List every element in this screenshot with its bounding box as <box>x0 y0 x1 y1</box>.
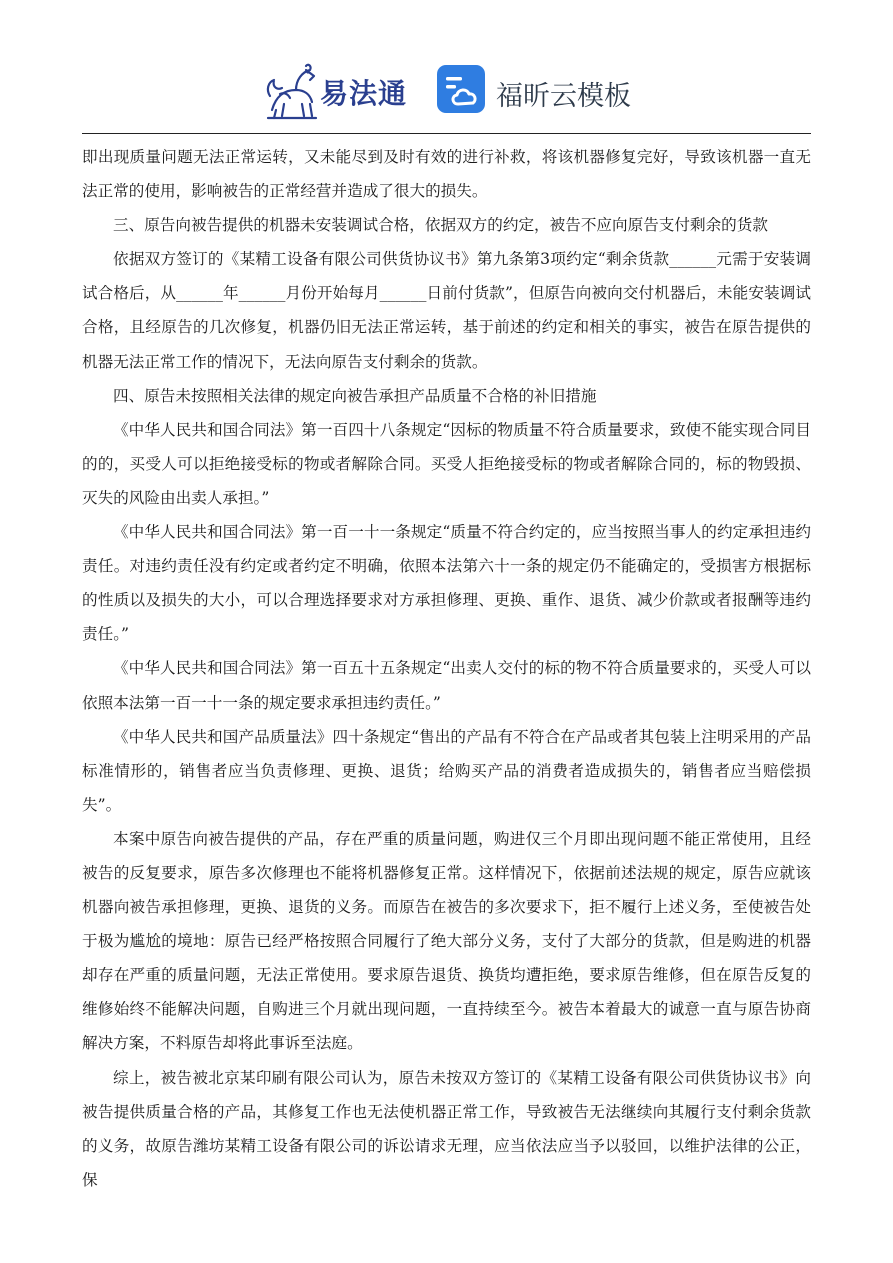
foxit-cloud-template-text: 福昕云模板 <box>496 81 631 112</box>
paragraph-contract-law-111: 《中华人民共和国合同法》第一百一十一条规定“质量不符合约定的，应当按照当事人的约定承担违约责任。对违约责任没有约定或者约定不明确，依照本法第六十一条的规定仍不能确定的，受损害方根据标的性质以及损失的大小，可以合理选择要求对方承担修理、更换、重作、退货、减少价款或者报酬等违约责任。” <box>82 523 811 644</box>
yifatong-logo-text: 易法通 <box>320 77 408 110</box>
paragraph-contract-law-155: 《中华人民共和国合同法》第一百五十五条规定“出卖人交付的标的物不符合质量要求的，买受人可以依照本法第一百一十一条的规定要求承担违约责任。” <box>82 659 811 712</box>
page-header <box>0 0 893 134</box>
paragraph-agreement-terms: 依据双方签订的《某精工设备有限公司供货协议书》第九条第3项约定“剩余货款______元需于安装调试合格后，从______年______月份开始每月______日前付货款”，但原告向被向交付机器后，未能安装调试合格，且经原告的几次修复，机器仍旧无法正常运转，基于前述的约定和相关的事实，被告在原告提供的机器无法正常工作的情况下，无法向原告支付剩余的货款。 <box>82 250 811 371</box>
paragraph-case-analysis: 本案中原告向被告提供的产品，存在严重的质量问题，购进仅三个月即出现问题不能正常使用，且经被告的反复要求，原告多次修理也不能将机器修复正常。这样情况下，依据前述法规的规定，原告应就该机器向被告承担修理，更换、退货的义务。而原告在被告的多次要求下，拒不履行上述义务，至使被告处于极为尴尬的境地：原告已经严格按照合同履行了绝大部分义务，支付了大部分的货款，但是购进的机器却存在严重的质量问题，无法正常使用。要求原告退货、换货均遭拒绝，要求原告维修，但在原告反复的维修始终不能解决问题，自购进三个月就出现问题，一直持续至今。被告本着最大的诚意一直与原告协商解决方案，不料原告却将此事诉至法庭。 <box>82 829 811 1053</box>
section-heading-four: 四、原告未按照相关法律的规定向被告承担产品质量不合格的补旧措施 <box>113 386 597 405</box>
header-divider <box>82 133 811 134</box>
paragraph-conclusion: 综上，被告被北京某印刷有限公司认为，原告未按双方签订的《某精工设备有限公司供货协议书》向被告提供质量合格的产品，其修复工作也无法使机器正常工作，导致被告无法继续向其履行支付剩余货款的义务，故原告潍坊某精工设备有限公司的诉讼请求无理，应当依法应当予以驳回，以维护法律的公正，保 <box>82 1068 811 1189</box>
paragraph-contract-law-148: 《中华人民共和国合同法》第一百四十八条规定“因标的物质量不符合质量要求，致使不能实现合同目的的，买受人可以拒绝接受标的物或者解除合同。买受人拒绝接受标的物或者解除合同的，标的物毁损、灭失的风险由出卖人承担。” <box>82 420 811 507</box>
foxit-cloud-template-logo <box>436 64 636 118</box>
qilin-emblem-icon <box>262 60 320 120</box>
section-heading-three: 三、原告向被告提供的机器未安装调试合格，依据双方的约定，被告不应向原告支付剩余的货款 <box>113 216 768 235</box>
paragraph-continuation: 即出现质量问题无法正常运转，又未能尽到及时有效的进行补救，将该机器修复完好，导致该机器一直无法正常的使用，影响被告的正常经营并造成了很大的损失。 <box>82 148 811 201</box>
document-body <box>82 140 811 1197</box>
yifatong-logo <box>262 60 414 120</box>
paragraph-product-quality-law-40: 《中华人民共和国产品质量法》四十条规定“售出的产品有不符合在产品或者其包装上注明采用的产品标准情形的，销售者应当负责修理、更换、退货；给购买产品的消费者造成损失的，销售者应当赔偿损失”。 <box>82 727 811 814</box>
cloud-document-icon <box>436 64 486 114</box>
